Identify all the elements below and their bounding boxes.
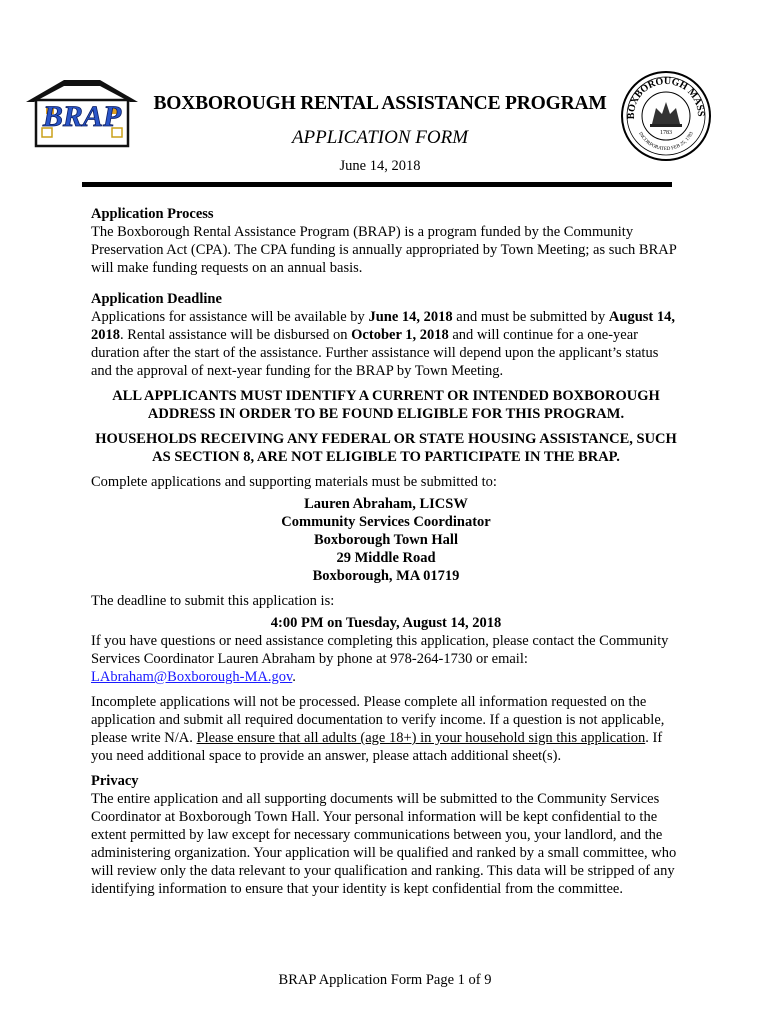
- address-name: Lauren Abraham, LICSW: [304, 496, 468, 512]
- form-body: [91, 205, 681, 898]
- address-requirement-notice: ALL APPLICANTS MUST IDENTIFY A CURRENT OR INTENDED BOXBOROUGH ADDRESS IN ORDER TO BE FOUND ELIGIBLE FOR THIS PROGRAM.: [112, 388, 660, 422]
- process-text: The Boxborough Rental Assistance Program (BRAP) is a program funded by the Community Preservation Act (CPA). The CPA funding is annually appropriated by Town Meeting; as such BRAP will make funding requests on an annual basis.: [91, 224, 677, 276]
- header-divider: [82, 182, 672, 187]
- submit-intro: Complete applications and supporting materials must be submitted to:: [91, 474, 497, 490]
- deadline-text: Applications for assistance will be available by June 14, 2018 and must be submitted by August 14, 2018. Rental assistance will be disbursed on October 1, 2018 and will continue for a one-year duration after the start of the assistance. Further assistance will depend upon the applicant’s status and the approval of next-year funding for the BRAP by Town Meeting.: [91, 309, 675, 379]
- housing-assistance-notice: HOUSEHOLDS RECEIVING ANY FEDERAL OR STATE HOUSING ASSISTANCE, SUCH AS SECTION 8, ARE NOT ELIGIBLE TO PARTICIPATE IN THE BRAP.: [95, 431, 677, 465]
- brap-logo: [24, 78, 140, 148]
- deadline-intro: The deadline to submit this application is:: [91, 593, 335, 609]
- address-place: Boxborough Town Hall: [314, 532, 458, 548]
- contact-email-link[interactable]: LAbraham@Boxborough-MA.gov: [91, 669, 293, 685]
- deadline-heading: Application Deadline: [91, 291, 222, 307]
- process-heading: Application Process: [91, 206, 214, 222]
- address-city: Boxborough, MA 01719: [312, 568, 460, 584]
- mailing-address: [91, 495, 681, 585]
- privacy-heading: Privacy: [91, 773, 139, 789]
- form-date: June 14, 2018: [339, 158, 421, 174]
- svg-text:1783: 1783: [660, 130, 672, 136]
- incomplete-notice: Incomplete applications will not be processed. Please complete all information requested on the application and submit all required documentation to verify income. If a question is not applicable, please write N/A. Please ensure that all adults (age 18+) in your household sign this application. If you need additional space to provide an answer, please attach additional sheet(s).: [91, 694, 665, 764]
- page-footer: BRAP Application Form Page 1 of 9: [278, 972, 492, 988]
- svg-text:BRAP: BRAP: [42, 100, 122, 133]
- town-seal: [620, 70, 712, 162]
- svg-text:INCORPORATED FEB 25, 1783: INCORPORATED FEB 25, 1783: [637, 131, 695, 153]
- form-subtitle: APPLICATION FORM: [291, 127, 469, 148]
- address-role: Community Services Coordinator: [281, 514, 491, 530]
- program-title: BOXBOROUGH RENTAL ASSISTANCE PROGRAM: [153, 93, 607, 114]
- address-street: 29 Middle Road: [336, 550, 436, 566]
- privacy-text: The entire application and all supporting documents will be submitted to the Community Services Coordinator at Boxborough Town Hall. Your personal information will be kept confidential to the extent permitted by law except for necessary communications between you, your landlord, and the administering organization. Your application will be qualified and ranked by a small committee, who will review only the data relevant to your qualification and ranking. This data will be stripped of any identifying information to ensure that your identity is kept confidential from the committee.: [91, 791, 677, 897]
- svg-text:BOXBOROUGH MASS.: BOXBOROUGH MASS: [625, 75, 707, 120]
- contact-text: If you have questions or need assistance completing this application, please contact the Community Services Coordinator Lauren Abraham by phone at 978-264-1730 or email: LAbraham@Boxborough-MA.gov.: [91, 633, 669, 685]
- deadline-time: 4:00 PM on Tuesday, August 14, 2018: [270, 615, 502, 631]
